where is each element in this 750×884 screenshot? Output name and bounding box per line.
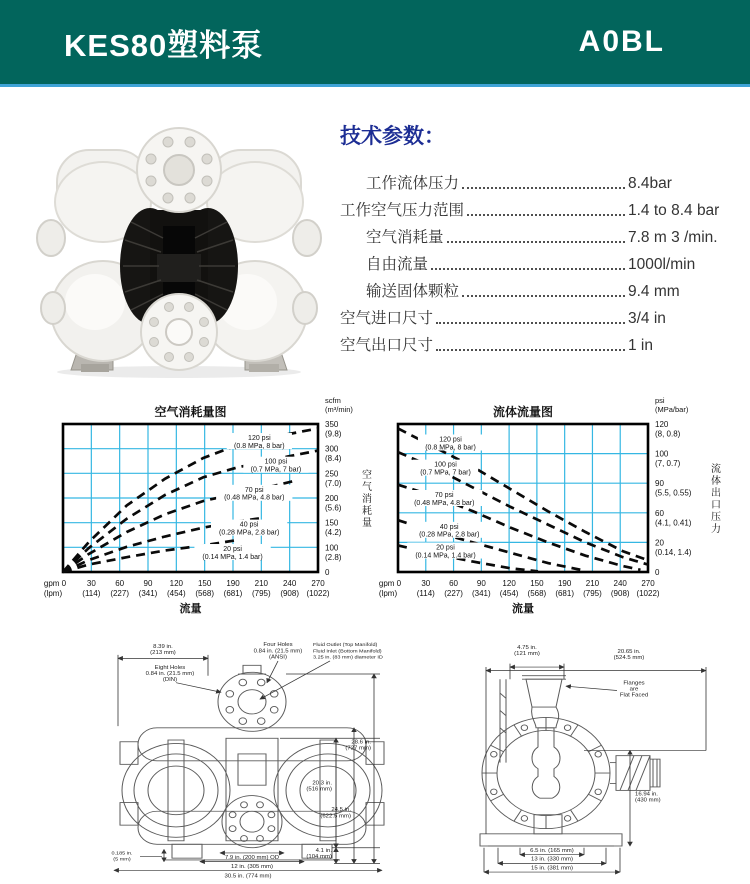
- x-tick-label: 240: [282, 579, 297, 588]
- x-tick-label: 60: [115, 579, 125, 588]
- y-tick-label: 350: [325, 420, 339, 429]
- spec-label: 工作空气压力范围: [340, 202, 465, 219]
- x-tick-sub-label: (114): [416, 589, 435, 598]
- x-tick-label: 120: [502, 579, 516, 588]
- dim-label: 28.6 in.: [351, 739, 372, 746]
- spec-row: [340, 328, 746, 355]
- x-tick-sub-label: (1022): [636, 589, 660, 598]
- x-tick-label: 90: [476, 579, 486, 588]
- y-axis-title: 流: [711, 464, 721, 475]
- y-unit-label: (MPa/bar): [655, 405, 689, 414]
- x-tick-label: 270: [641, 579, 655, 588]
- spec-row: [340, 193, 746, 220]
- dim-label: Flat Faced: [619, 692, 649, 699]
- x-tick-sub-label: (908): [610, 589, 630, 598]
- y-tick-sub-label: (8, 0.8): [655, 429, 681, 439]
- x-tick-sub-label: (227): [444, 589, 463, 598]
- y-tick-label: 200: [325, 494, 339, 503]
- dim-label: (430 mm): [635, 797, 661, 804]
- y-tick-sub-label: (2.8): [325, 552, 342, 562]
- fluid-flow-chart-svg: [375, 390, 750, 628]
- x-tick-sub-label: (341): [138, 589, 158, 598]
- series-label: 70 psi: [434, 492, 454, 499]
- dotted-leader: [436, 322, 625, 324]
- dim-label: Fluid Inlet (Bottom Manifold): [313, 648, 382, 655]
- spec-value: 9.4 mm: [628, 283, 680, 300]
- spec-value: 1 in: [628, 337, 653, 354]
- tech-params-heading: 技术参数：: [340, 125, 445, 148]
- y-tick-label: 90: [655, 479, 664, 489]
- model-code: A0BL: [578, 25, 665, 58]
- chart-title: 空气消耗量图: [154, 405, 227, 419]
- air-consumption-chart: [15, 390, 375, 633]
- dim-label: 8.39 in.: [153, 644, 173, 650]
- series-label-sub: (0.28 MPa, 2.8 bar): [218, 529, 280, 537]
- y-axis-title: 气: [362, 482, 372, 493]
- dim-label: 30.5 in. (774 mm): [224, 873, 272, 879]
- y-tick-sub-label: (4.1, 0.41): [655, 518, 692, 528]
- y-unit-label: (m³/min): [325, 405, 353, 414]
- series-label-sub: (0.14 MPa, 1.4 bar): [415, 552, 476, 560]
- y-tick-label: 0: [325, 568, 330, 577]
- x-tick-sub-label: (lpm): [43, 589, 63, 598]
- spec-label: 空气进口尺寸: [340, 310, 434, 327]
- fluid-flow-chart: [375, 390, 750, 633]
- dim-label: are: [629, 686, 639, 693]
- x-tick-label: 210: [254, 579, 269, 588]
- x-tick-label: gpm 0: [378, 579, 402, 588]
- tech-params-section: [340, 120, 746, 355]
- dim-label: 3.25 in. (83 mm) diameter ID: [313, 654, 383, 661]
- x-tick-sub-label: (568): [527, 589, 547, 598]
- dim-label: 0.84 in. (21.5 mm): [145, 671, 195, 677]
- front-view-drawing: [80, 641, 400, 884]
- series-label: 70 psi: [244, 486, 264, 494]
- spec-value: 7.8 m 3 /min.: [628, 229, 718, 246]
- side-view-drawing: [424, 641, 714, 884]
- y-axis-title: 体: [711, 476, 721, 487]
- x-axis-title: 流量: [512, 603, 534, 615]
- x-tick-label: 240: [613, 579, 627, 588]
- dim-label: 4.1 in.: [315, 848, 332, 854]
- y-axis-title: 压: [711, 512, 721, 523]
- x-tick-label: 120: [169, 579, 184, 588]
- series-label: 120 psi: [439, 436, 462, 444]
- x-tick-sub-label: (341): [471, 589, 491, 598]
- x-tick-label: 30: [86, 579, 96, 588]
- y-tick-label: 0: [655, 568, 660, 577]
- dim-label: (104 mm): [306, 854, 332, 861]
- spec-value: 1000l/min: [628, 256, 696, 273]
- spec-value: 3/4 in: [628, 310, 666, 327]
- y-axis-title: 消: [362, 494, 372, 505]
- x-tick-sub-label: (1022): [306, 589, 330, 598]
- dim-label: 15 in. (381 mm): [531, 865, 573, 872]
- y-tick-sub-label: (5.5, 0.55): [655, 488, 692, 498]
- x-axis-title: 流量: [179, 603, 202, 615]
- y-tick-sub-label: (7, 0.7): [655, 459, 681, 469]
- dotted-leader: [447, 241, 625, 243]
- front-view-drawing-svg: [80, 641, 400, 879]
- y-tick-sub-label: (5.6): [325, 503, 342, 513]
- dim-label: (213 mm): [150, 650, 176, 656]
- dotted-leader: [436, 349, 625, 351]
- x-tick-label: 190: [557, 579, 572, 588]
- y-tick-sub-label: (0.14, 1.4): [655, 547, 692, 557]
- series-label: 40 psi: [439, 523, 459, 531]
- series-label: 100 psi: [264, 458, 288, 466]
- series-label-sub: (0.7 MPa, 7 bar): [250, 466, 302, 474]
- series-label: 40 psi: [239, 521, 259, 529]
- y-tick-label: 60: [655, 508, 664, 518]
- x-tick-sub-label: (lpm): [378, 589, 398, 598]
- spec-label: 空气出口尺寸: [340, 337, 434, 354]
- dim-label: 6.5 in. (165 mm): [530, 848, 574, 854]
- series-label: 120 psi: [248, 435, 271, 443]
- chart-title: 流体流量图: [492, 405, 554, 419]
- pump-photo-image: [33, 118, 325, 380]
- dim-label: 7.9 in. (200 mm) OD: [224, 855, 280, 861]
- y-axis-title: 力: [711, 524, 721, 535]
- y-unit-label: scfm: [325, 396, 341, 405]
- x-tick-sub-label: (454): [499, 589, 519, 598]
- page-title: KES80塑料泵: [64, 27, 264, 63]
- dim-label: (121 mm): [514, 651, 540, 657]
- x-tick-label: 150: [530, 579, 544, 588]
- series-label-sub: (0.28 MPa, 2.8 bar): [419, 531, 480, 539]
- dim-label: 24.5 in.: [331, 807, 351, 814]
- dim-label: 4.75 in.: [517, 645, 537, 651]
- x-tick-sub-label: (795): [583, 589, 602, 598]
- series-label-sub: (0.14 MPa, 1.4 bar): [202, 553, 263, 561]
- x-tick-label: 90: [143, 579, 153, 588]
- x-tick-label: 150: [197, 579, 212, 588]
- air-consumption-chart-svg: [15, 390, 375, 628]
- dim-label: (ANSI): [269, 654, 287, 661]
- x-tick-label: 190: [226, 579, 240, 588]
- x-tick-sub-label: (681): [223, 589, 243, 598]
- dim-label: (516 mm): [306, 786, 332, 793]
- y-tick-label: 250: [325, 469, 339, 479]
- spec-row: [340, 301, 746, 328]
- dim-label: Fluid Outlet (Top Manifold): [313, 642, 378, 649]
- dim-label: (727 mm): [345, 745, 372, 752]
- spec-label: 工作流体压力: [366, 175, 460, 192]
- y-tick-sub-label: (9.8): [325, 429, 342, 439]
- series-label-sub: (0.48 MPa, 4.8 bar): [224, 494, 285, 502]
- dotted-leader: [462, 295, 625, 297]
- dim-label: 20.3 in.: [312, 780, 332, 787]
- spec-row: [340, 247, 746, 274]
- y-axis-title: 口: [711, 500, 721, 511]
- y-axis-title: 出: [711, 488, 721, 499]
- spec-value: 8.4bar: [628, 175, 672, 192]
- y-tick-sub-label: (7.0): [325, 478, 342, 488]
- pump-photo: [33, 118, 325, 380]
- spec-label: 输送固体颗粒: [366, 283, 460, 300]
- x-tick-label: 270: [311, 579, 325, 588]
- dim-label: (5 mm): [113, 857, 131, 863]
- series-label-sub: (0.8 MPa, 8 bar): [234, 442, 285, 450]
- y-axis-title: 量: [362, 518, 372, 529]
- x-tick-label: gpm 0: [43, 579, 67, 588]
- series-label-sub: (0.48 MPa, 4.8 bar): [414, 499, 475, 507]
- dotted-leader: [467, 214, 625, 216]
- y-axis-title: 耗: [362, 506, 372, 517]
- series-label-sub: (0.8 MPa, 8 bar): [425, 444, 476, 452]
- y-tick-sub-label: (4.2): [325, 528, 342, 538]
- dim-label: 12 in. (305 mm): [231, 864, 273, 870]
- dotted-leader: [431, 268, 625, 270]
- x-tick-label: 210: [585, 579, 600, 588]
- series-label-sub: (0.7 MPa, 7 bar): [420, 469, 471, 477]
- x-tick-sub-label: (454): [166, 589, 186, 598]
- y-tick-label: 120: [655, 420, 669, 429]
- y-tick-label: 100: [655, 449, 669, 459]
- y-axis-title: 空: [362, 470, 372, 481]
- y-tick-label: 150: [325, 518, 339, 528]
- x-tick-sub-label: (568): [195, 589, 215, 598]
- spec-label: 自由流量: [366, 256, 429, 273]
- x-tick-sub-label: (795): [251, 589, 271, 598]
- series-label: 20 psi: [223, 546, 242, 554]
- dim-label: 16.94 in.: [635, 791, 658, 798]
- dim-label: 20.65 in.: [617, 649, 641, 656]
- dim-label: (524.5 mm): [613, 655, 645, 662]
- x-tick-sub-label: (114): [82, 589, 101, 598]
- x-tick-sub-label: (681): [555, 589, 575, 598]
- x-tick-sub-label: (908): [280, 589, 300, 598]
- page-header: [0, 0, 750, 87]
- dim-label: Eight Holes: [154, 665, 186, 671]
- y-tick-label: 100: [325, 543, 339, 553]
- spec-value: 1.4 to 8.4 bar: [628, 202, 720, 219]
- side-view-drawing-svg: [424, 641, 714, 879]
- spec-label: 空气消耗量: [366, 229, 444, 246]
- y-tick-label: 20: [655, 538, 664, 548]
- dim-label: 0.185 in.: [111, 850, 133, 857]
- dim-label: Flanges: [623, 680, 645, 687]
- x-tick-label: 30: [421, 579, 431, 588]
- dim-label: 13 in. (330 mm): [531, 857, 573, 863]
- series-label: 20 psi: [436, 544, 455, 552]
- spec-row: [340, 274, 746, 301]
- dim-label: (DIN): [162, 677, 178, 683]
- x-tick-sub-label: (227): [110, 589, 130, 598]
- y-unit-label: psi: [655, 396, 665, 405]
- spec-row: [340, 220, 746, 247]
- series-label: 100 psi: [434, 461, 457, 469]
- dotted-leader: [462, 187, 625, 189]
- dim-label: (622.5 mm): [320, 813, 351, 820]
- dim-label: 0.84 in. (21.5 mm): [253, 648, 303, 655]
- y-tick-label: 300: [325, 444, 339, 454]
- x-tick-label: 60: [449, 579, 459, 588]
- spec-row: [340, 166, 746, 193]
- dim-label: Four Holes: [263, 642, 293, 649]
- y-tick-sub-label: (8.4): [325, 454, 342, 464]
